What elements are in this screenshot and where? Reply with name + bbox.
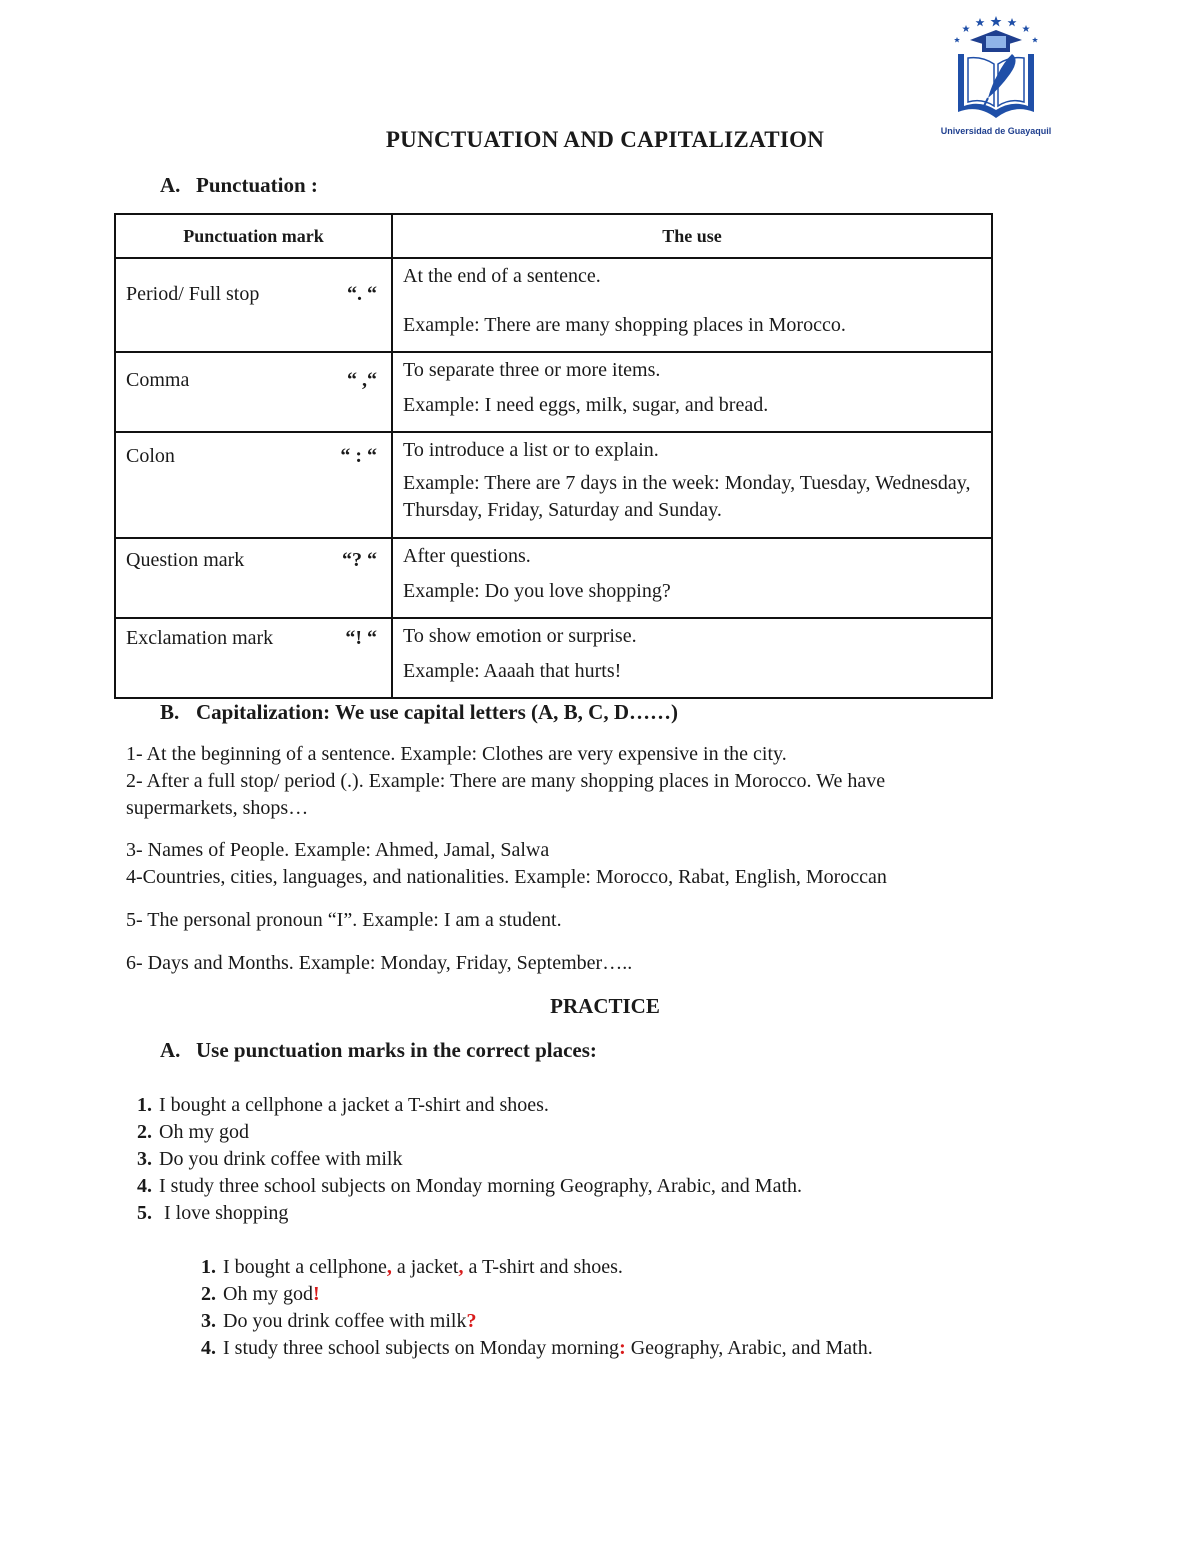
section-b-label: Capitalization: We use capital letters (A, B, C, D……): [196, 700, 678, 724]
use-cell: [392, 618, 992, 698]
use-cell: [392, 538, 992, 618]
mark-name: Comma: [126, 369, 190, 391]
use-cell: [392, 352, 992, 432]
mark-symbol: “. “: [347, 283, 377, 305]
section-b-heading: [160, 700, 678, 725]
use-example: Example: There are 7 days in the week: Monday, Tuesday, Wednesday, Thursday, Friday, Saturday and Sunday.: [403, 472, 971, 521]
table-row: [115, 352, 992, 432]
table-row: [115, 538, 992, 618]
use-text: To show emotion or surprise.: [403, 625, 637, 647]
mark-name: Exclamation mark: [126, 627, 274, 649]
header-the-use: The use: [392, 214, 992, 258]
inserted-comma: ,: [458, 1256, 464, 1278]
mark-cell: [115, 618, 392, 698]
rule-5: 5- The personal pronoun “I”. Example: I am a student.: [126, 909, 562, 931]
list-item: 2. Oh my god: [137, 1121, 249, 1143]
answer-item: 1. I bought a cellphone, a jacket, a T-shirt and shoes.: [201, 1256, 623, 1278]
use-text: To introduce a list or to explain.: [403, 439, 659, 461]
mark-name: Period/ Full stop: [126, 283, 260, 305]
use-text: At the end of a sentence.: [403, 265, 601, 287]
section-a-label: Punctuation :: [196, 173, 318, 197]
punctuation-table: [114, 213, 993, 699]
use-example: Example: I need eggs, milk, sugar, and bread.: [403, 394, 769, 416]
inserted-exclamation: !: [313, 1283, 320, 1305]
inserted-colon: :: [619, 1337, 626, 1359]
page-title: PUNCTUATION AND CAPITALIZATION: [385, 127, 825, 152]
header-punctuation-mark: Punctuation mark: [115, 214, 392, 258]
university-name: Universidad de Guayaquil: [940, 126, 1052, 136]
list-item: 3. Do you drink coffee with milk: [137, 1148, 403, 1170]
use-cell: [392, 258, 992, 352]
answer-item: 4. I study three school subjects on Monday morning: Geography, Arabic, and Math.: [201, 1337, 873, 1359]
use-example: Example: Do you love shopping?: [403, 580, 671, 602]
practice-instruction-text: Use punctuation marks in the correct places:: [196, 1038, 597, 1062]
rule-3: 3- Names of People. Example: Ahmed, Jamal, Salwa: [126, 839, 550, 861]
section-b-letter: B.: [160, 700, 180, 724]
mark-name: Colon: [126, 445, 175, 467]
table-row: [115, 432, 992, 538]
practice-instruction: [160, 1038, 597, 1063]
table-row: [115, 258, 992, 352]
answer-item: 2. Oh my god!: [201, 1283, 320, 1305]
mark-symbol: “! “: [345, 627, 377, 649]
mark-name: Question mark: [126, 549, 245, 571]
rule-1: 1- At the beginning of a sentence. Example: Clothes are very expensive in the city.: [126, 743, 787, 765]
mark-cell: [115, 432, 392, 538]
use-text: To separate three or more items.: [403, 359, 661, 381]
use-example: Example: There are many shopping places in Morocco.: [403, 314, 846, 336]
practice-heading: PRACTICE: [550, 994, 660, 1018]
list-item: 4. I study three school subjects on Monday morning Geography, Arabic, and Math.: [137, 1175, 803, 1197]
rule-6: 6- Days and Months. Example: Monday, Friday, September…..: [126, 952, 633, 974]
list-item: 5. I love shopping: [137, 1202, 289, 1224]
list-item: 1. I bought a cellphone a jacket a T-shirt and shoes.: [137, 1094, 549, 1116]
use-text: After questions.: [403, 545, 531, 567]
use-cell: [392, 432, 992, 538]
answer-list: [190, 1254, 873, 1362]
inserted-question-mark: ?: [466, 1310, 477, 1332]
mark-cell: [115, 538, 392, 618]
practice-letter: A.: [160, 1038, 181, 1062]
rule-2: 2- After a full stop/ period (.). Example: There are many shopping places in Morocco. We have: [126, 770, 886, 792]
inserted-comma: ,: [386, 1256, 392, 1278]
mark-cell: [115, 352, 392, 432]
exercise-list: [126, 1092, 802, 1227]
section-a-heading: [160, 173, 318, 198]
table-header-row: [115, 214, 992, 258]
answer-item: 3. Do you drink coffee with milk?: [201, 1310, 477, 1332]
mark-symbol: “? “: [342, 549, 377, 571]
mark-symbol: “ ,“: [347, 369, 377, 391]
university-logo: [940, 14, 1052, 142]
mark-symbol: “ : “: [340, 445, 377, 467]
section-a-letter: A.: [160, 173, 181, 197]
book-quill-emblem-icon: [940, 14, 1052, 126]
rule-2-cont: supermarkets, shops…: [126, 797, 309, 819]
table-row: [115, 618, 992, 698]
mark-cell: [115, 258, 392, 352]
rule-4: 4-Countries, cities, languages, and nationalities. Example: Morocco, Rabat, English, Moroccan: [126, 866, 887, 888]
use-example: Example: Aaaah that hurts!: [403, 660, 622, 682]
